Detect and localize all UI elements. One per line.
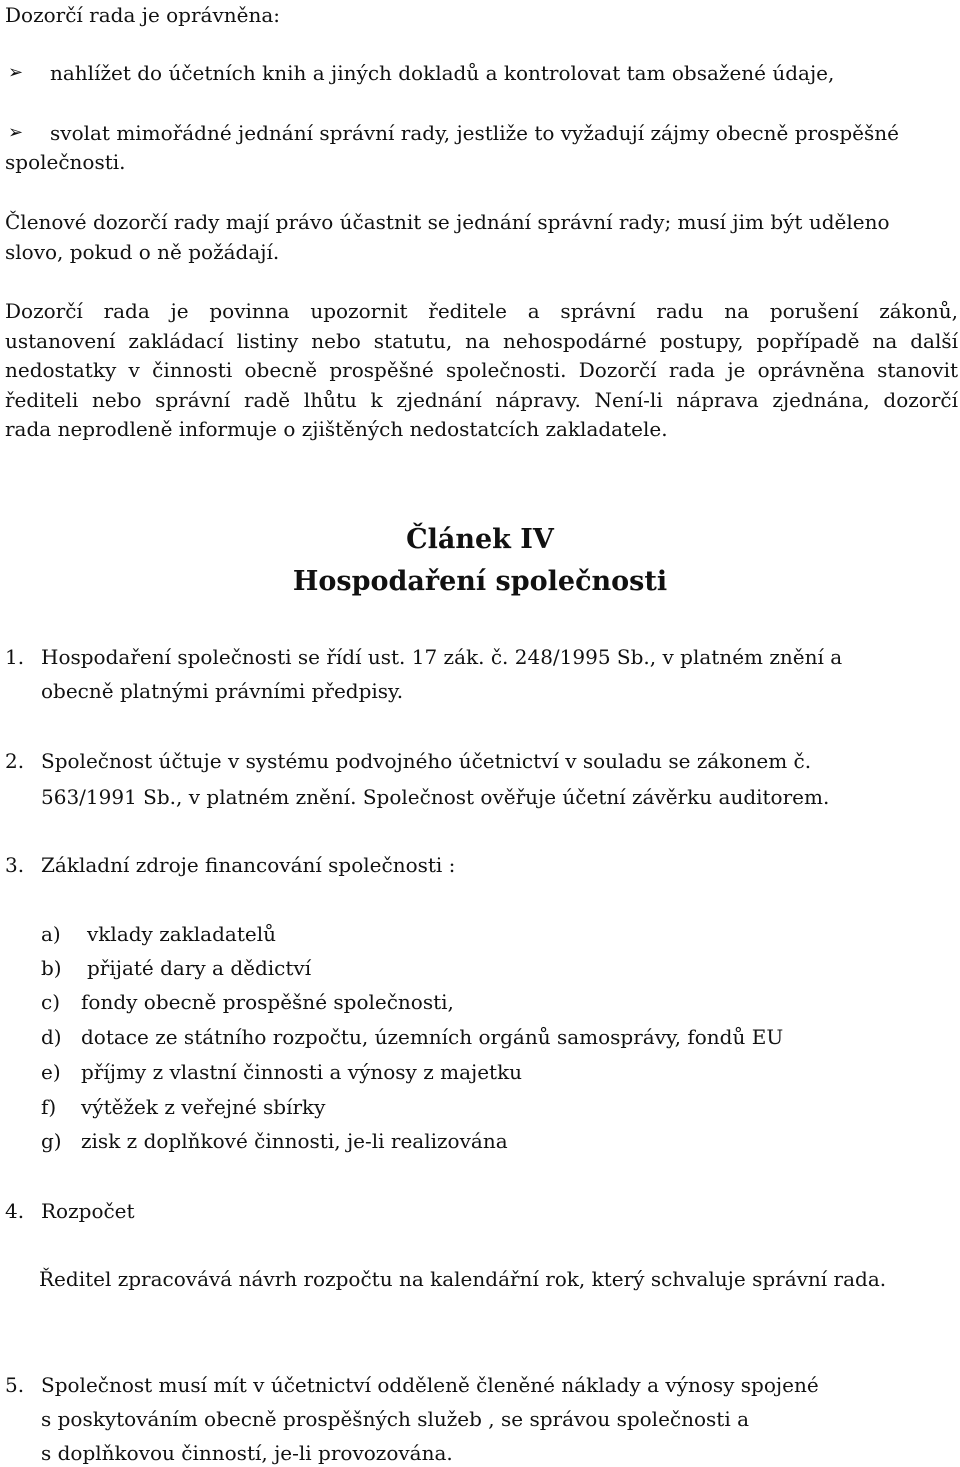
item-5-number: 5. bbox=[5, 1373, 25, 1397]
source-f-label: f) bbox=[41, 1095, 57, 1119]
arrow-bullet-icon: ➢ bbox=[8, 62, 24, 83]
source-d-text: dotace ze státního rozpočtu, územních orgánů samosprávy, fondů EU bbox=[81, 1025, 784, 1049]
item-4-text: Rozpočet bbox=[41, 1199, 135, 1223]
item-3-number: 3. bbox=[5, 853, 25, 877]
item-2-line1: Společnost účtuje v systému podvojného účetnictví v souladu se zákonem č. bbox=[41, 749, 812, 773]
source-c-label: c) bbox=[41, 990, 61, 1014]
item-4-number: 4. bbox=[5, 1199, 25, 1223]
article-number: Článek IV bbox=[406, 524, 554, 555]
source-g-text: zisk z doplňkové činnosti, je-li realizována bbox=[81, 1129, 508, 1153]
rights-intro: Dozorčí rada je oprávněna: bbox=[5, 3, 281, 27]
item-5-line1: Společnost musí mít v účetnictví odděleně členěné náklady a výnosy spojené bbox=[41, 1373, 819, 1397]
source-a-label: a) bbox=[41, 922, 61, 946]
rights-item-2-line1: svolat mimořádné jednání správní rady, jestliže to vyžadují zájmy obecně prospěšné bbox=[50, 121, 899, 145]
source-d-label: d) bbox=[41, 1025, 62, 1049]
source-g-label: g) bbox=[41, 1129, 62, 1153]
duty-line-4: řediteli nebo správní radě lhůtu k zjednání nápravy. Není-li náprava zjednána, dozorčí bbox=[5, 387, 958, 412]
duty-line-2: ustanovení zakládací listiny nebo statutu, na nehospodárné postupy, popřípadě na další bbox=[5, 328, 958, 353]
duty-line-3: nedostatky v činnosti obecně prospěšné společnosti. Dozorčí rada je oprávněna stanovit bbox=[5, 358, 958, 382]
article-title: Hospodaření společnosti bbox=[292, 566, 668, 597]
source-e-label: e) bbox=[41, 1060, 61, 1084]
members-para-line1: Členové dozorčí rady mají právo účastnit se jednání správní rady; musí jim být uděleno bbox=[5, 210, 890, 234]
source-b-text: přijaté dary a dědictví bbox=[87, 956, 312, 980]
rights-item-1: nahlížet do účetních knih a jiných dokladů a kontrolovat tam obsažené údaje, bbox=[50, 61, 835, 85]
item-3-text: Základní zdroje financování společnosti : bbox=[41, 853, 456, 877]
duty-paragraph bbox=[5, 299, 958, 447]
members-para-line2: slovo, pokud o ně požádají. bbox=[5, 240, 280, 264]
item-1-line2: obecně platnými právními předpisy. bbox=[41, 679, 404, 703]
source-c-text: fondy obecně prospěšné společnosti, bbox=[81, 990, 454, 1014]
item-5-line2: s poskytováním obecně prospěšných služeb , se správou společnosti a bbox=[41, 1407, 750, 1431]
source-b-label: b) bbox=[41, 956, 62, 980]
rights-item-2-line2: společnosti. bbox=[5, 150, 126, 174]
item-2-line2: 563/1991 Sb., v platném znění. Společnost ověřuje účetní závěrku auditorem. bbox=[41, 785, 830, 809]
source-e-text: příjmy z vlastní činnosti a výnosy z majetku bbox=[81, 1060, 523, 1084]
duty-line-5: rada neprodleně informuje o zjištěných nedostatcích zakladatele. bbox=[5, 417, 668, 441]
arrow-bullet-icon: ➢ bbox=[8, 122, 24, 143]
duty-line-1: Dozorčí rada je povinna upozornit ředitele a správní radu na porušení zákonů, bbox=[5, 299, 958, 323]
item-2-number: 2. bbox=[5, 749, 25, 773]
item-4-note: Ředitel zpracovává návrh rozpočtu na kalendářní rok, který schvaluje správní rada. bbox=[39, 1267, 887, 1291]
item-5-line3: s doplňkovou činností, je-li provozována. bbox=[41, 1441, 453, 1465]
source-a-text: vklady zakladatelů bbox=[87, 922, 276, 946]
item-1-line1: Hospodaření společnosti se řídí ust. 17 zák. č. 248/1995 Sb., v platném znění a bbox=[41, 645, 843, 669]
source-f-text: výtěžek z veřejné sbírky bbox=[81, 1095, 326, 1119]
item-1-number: 1. bbox=[5, 645, 25, 669]
